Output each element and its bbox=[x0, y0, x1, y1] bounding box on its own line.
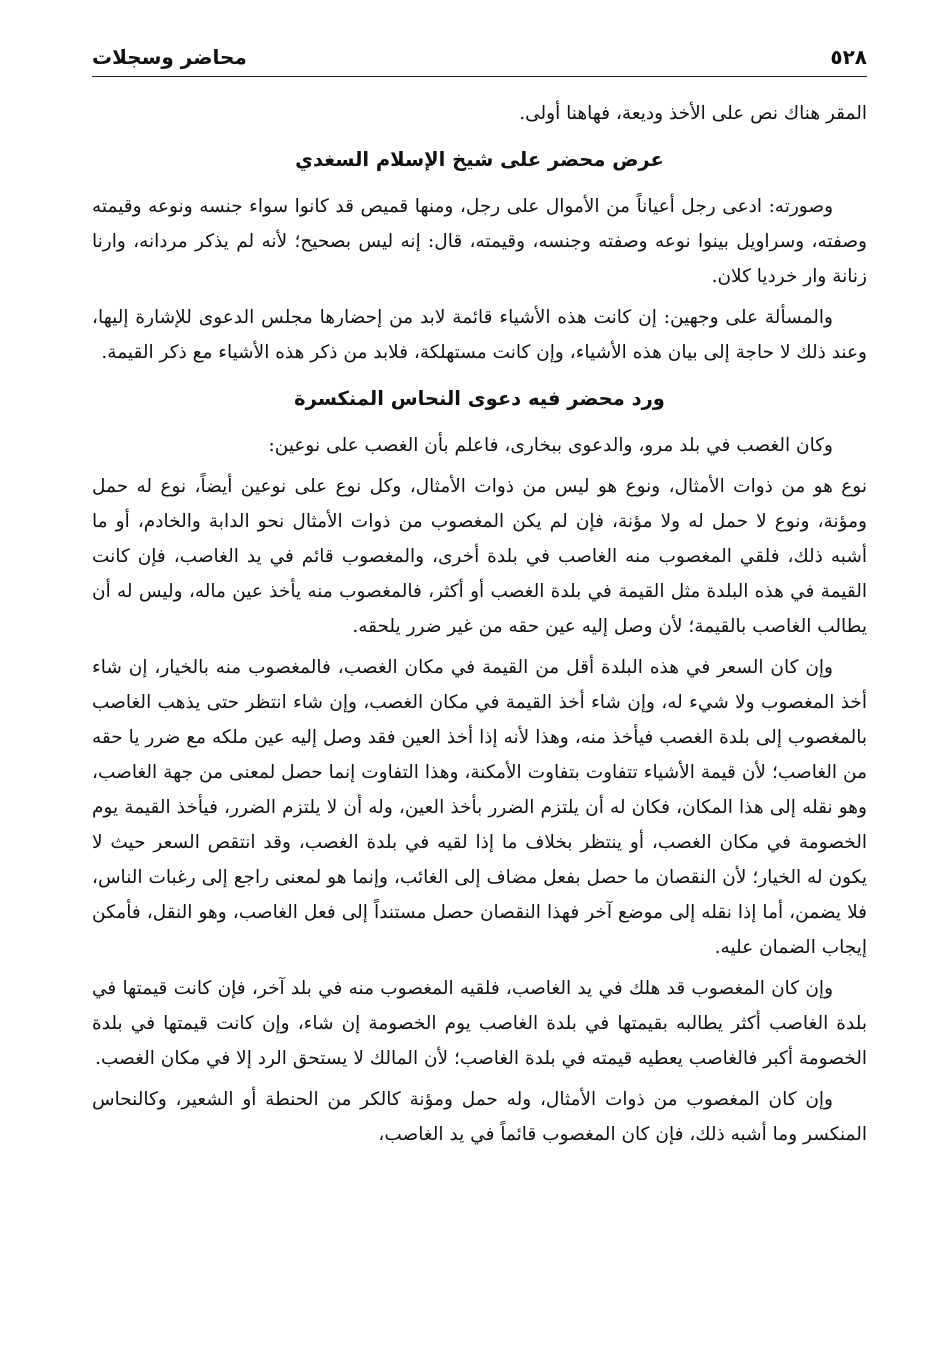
paragraph: وإن كان المغصوب من ذوات الأمثال، وله حمل ومؤنة كالكر من الحنطة أو الشعير، وكالنحاس المنكسر وما أشبه ذلك، فإن كان المغصوب قائماً في يد الغاصب، bbox=[92, 1089, 867, 1145]
paragraph: المقر هناك نص على الأخذ وديعة، فهاهنا أولى. bbox=[519, 103, 867, 124]
section-heading: عرض محضر على شيخ الإسلام السغدي bbox=[295, 148, 664, 171]
paragraph: والمسألة على وجهين: إن كانت هذه الأشياء قائمة لابد من إحضارها مجلس الدعوى للإشارة إليها، وعند ذلك لا حاجة إلى بيان هذه الأشياء، وإن كانت مستهلكة، فلابد من ذكر هذه الأشياء مع ذكر القيمة. bbox=[92, 307, 867, 363]
section-heading: ورد محضر فيه دعوى النحاس المنكسرة bbox=[294, 387, 665, 410]
paragraph: وإن كان السعر في هذه البلدة أقل من القيمة في مكان الغصب، فالمغصوب منه بالخيار، إن شاء أخذ المغصوب ولا شيء له، وإن شاء أخذ القيمة في مكان الغصب، وإن شاء انتظر حتى يذهب الغاصب بالمغصوب إلى بلدة الغصب فيأخذ منه، وهذا لأنه إذا أخذ العين فقد وصل إليه عين ملكه مع ضرر يا حقه من الغاصب؛ لأن قيمة الأشياء تتفاوت بتفاوت الأمكنة، وهذا التفاوت إنما حصل لمعنى من جهة الغاصب، وهو نقله إلى هذا المكان، فكان له أن يلتزم الضرر بأخذ العين، وله أن لا يلتزم الضرر، فيأخذ القيمة يوم الخصومة في مكان الغصب، أو ينتظر بخلاف ما إذا لقيه في بلدة الغصب، وقد انتقص السعر حيث لا يكون له الخيار؛ لأن النقصان ما حصل بفعل مضاف إلى الغائب، وإنما هو لمعنى راجع إلى رغبات الناس، فلا يضمن، أما إذا نقله إلى موضع آخر فهذا النقصان حصل مستنداً إلى فعل الغاصب، وهو النقل، فأمكن إيجاب الضمان عليه. bbox=[92, 657, 867, 958]
header-divider bbox=[92, 76, 867, 77]
body-text bbox=[92, 96, 867, 1158]
running-title: محاضر وسجلات bbox=[92, 45, 247, 69]
paragraph: وصورته: ادعى رجل أعياناً من الأموال على رجل، ومنها قميص قد كانوا سواء جنسه ونوعه وقيمته وصفته، وسراويل بينوا نوعه وصفته وجنسه، وقيمته، قال: إنه ليس بصحيح؛ لأنه لم يذكر مردانه، وارنا زنانة وار خرديا كلان. bbox=[92, 196, 867, 287]
paragraph: نوع هو من ذوات الأمثال، ونوع هو ليس من ذوات الأمثال، وكل نوع على نوعين أيضاً، نوع له حمل ومؤنة، ونوع لا حمل له ولا مؤنة، فإن لم يكن المغصوب من ذوات الأمثال نحو الدابة والخادم، أو ما أشبه ذلك، فلقي المغصوب منه الغاصب في بلدة أخرى، والمغصوب قائم في يد الغاصب، فإن كانت القيمة في هذه البلدة مثل القيمة في بلدة الغصب أو أكثر، فالمغصوب منه يأخذ عين ماله، وليس له أن يطالب الغاصب بالقيمة؛ لأن وصل إليه عين حقه من غير ضرر يلحقه. bbox=[92, 476, 867, 637]
page-number: ٥٢٨ bbox=[830, 45, 867, 69]
page-header bbox=[92, 40, 867, 74]
paragraph: وإن كان المغصوب قد هلك في يد الغاصب، فلقيه المغصوب منه في بلد آخر، فإن كانت قيمتها في بلدة الغاصب أكثر يطالبه بقيمتها في بلدة الغاصب يوم الخصومة إن شاء، وإن كانت قيمتها في بلدة الخصومة أكبر فالغاصب يعطيه قيمته في بلدة الغاصب؛ لأن المالك لا يستحق الرد إلا في مكان الغصب. bbox=[92, 978, 867, 1069]
paragraph: وكان الغصب في بلد مرو، والدعوى ببخارى، فاعلم بأن الغصب على نوعين: bbox=[268, 435, 833, 456]
